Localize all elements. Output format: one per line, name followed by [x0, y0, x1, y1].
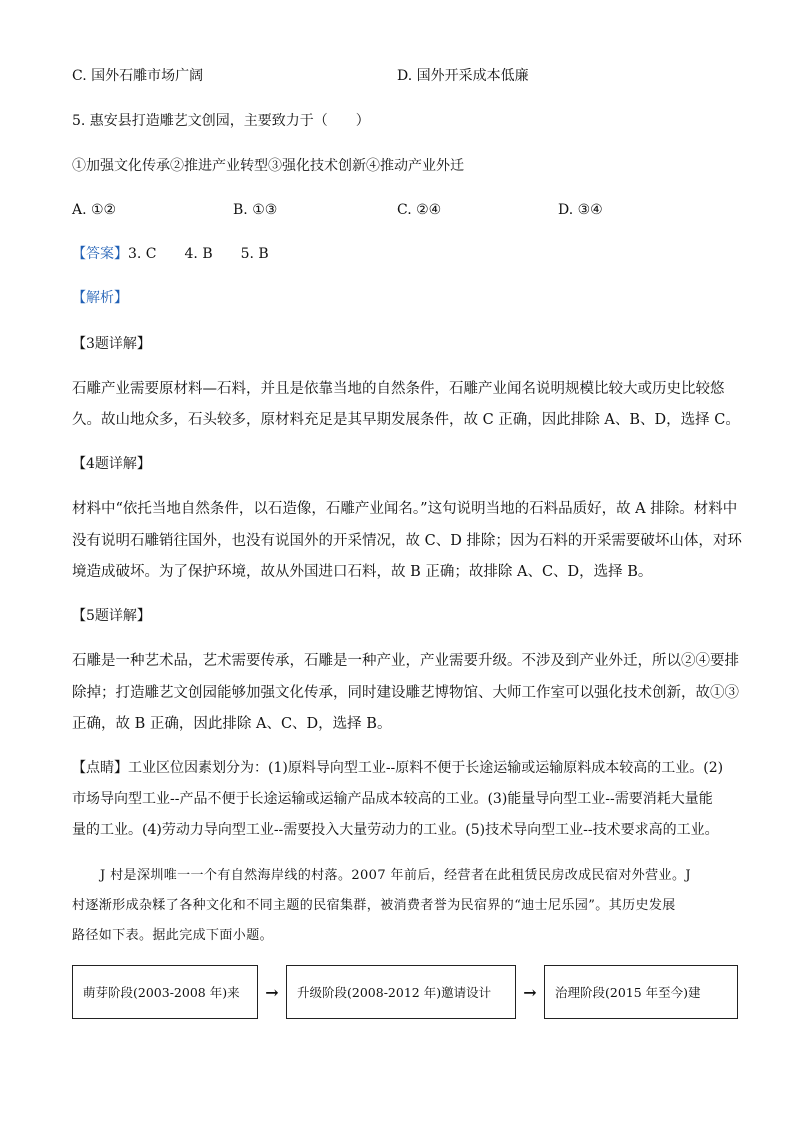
stage-box: [72, 965, 258, 1019]
detail-5-line: 石雕是一种艺术品，艺术需要传承，石雕是一种产业，产业需要升级。不涉及到产业外迁，所以②④要排: [72, 653, 739, 669]
stage-box: [286, 965, 516, 1019]
detail-4-line: 没有说明石雕销往国外，也没有说国外的开采情况，故 C、D 排除；因为石料的开采需要破坏山体，对环: [72, 533, 742, 549]
tip-line: 市场导向型工业--产品不便于长途运输或运输产品成本较高的工业。(3)能量导向型工业--需要消耗大量能: [72, 791, 713, 807]
tip-line: [72, 758, 723, 778]
tip-line: 量的工业。(4)劳动力导向型工业--需要投入大量劳动力的工业。(5)技术导向型工业--技术要求高的工业。: [72, 822, 719, 838]
detail-5-line: 除掉；打造雕艺文创园能够加强文化传承，同时建设雕艺博物馆、大师工作室可以强化技术创新，故①③: [72, 685, 739, 701]
option-c: C. 国外石雕市场广阔: [72, 68, 204, 84]
q5-option-b: B. ①③: [233, 202, 278, 218]
right-arrow-icon: →: [523, 982, 537, 1002]
stage-box: [544, 965, 738, 1019]
stage-label: 萌芽阶段(2003-2008 年)来: [83, 985, 240, 1000]
option-d: D. 国外开采成本低廉: [397, 68, 529, 84]
detail-4-line: 境造成破坏。为了保护环境，故从外国进口石料，故 B 正确；故排除 A、C、D，选择 B。: [72, 564, 653, 580]
detail-3-line: 久。故山地众多，石头较多，原材料充足是其早期发展条件，故 C 正确，因此排除 A、B、D，选择 C。: [72, 412, 740, 428]
question-5-items: ①加强文化传承②推进产业转型③强化技术创新④推动产业外迁: [72, 158, 464, 174]
detail-5-heading: 【5题详解】: [72, 608, 151, 624]
answer-text: 3. C 4. B 5. B: [128, 246, 269, 262]
analysis-tag: 【解析】: [72, 290, 128, 306]
question-5-stem: 5. 惠安县打造雕艺文创园，主要致力于（ ）: [72, 113, 370, 129]
detail-3-line: 石雕产业需要原材料—石料，并且是依靠当地的自然条件，石雕产业闻名说明规模比较大或历史比较悠: [72, 381, 725, 397]
q5-option-d: D. ③④: [558, 202, 603, 218]
q5-option-a: A. ①②: [72, 202, 117, 218]
tip-text: 工业区位因素划分为：(1)原料导向型工业--原料不便于长途运输或运输原料成本较高的工业。(2): [128, 760, 724, 776]
right-arrow-icon: →: [265, 982, 279, 1002]
tip-tag: 【点睛】: [72, 760, 128, 776]
passage-line: 村逐渐形成杂糅了各种文化和不同主题的民宿集群，被消费者誉为民宿界的“迪士尼乐园”。其历史发展: [72, 898, 676, 913]
passage-line: J 村是深圳唯一一个有自然海岸线的村落。2007 年前后，经营者在此租赁民房改成民宿对外营业。J: [100, 868, 691, 883]
detail-4-heading: 【4题详解】: [72, 456, 151, 472]
stage-label: 治理阶段(2015 年至今)建: [555, 985, 701, 1000]
detail-5-line: 正确，故 B 正确，因此排除 A、C、D，选择 B。: [72, 716, 392, 732]
stage-label: 升级阶段(2008-2012 年)邀请设计: [297, 985, 492, 1000]
answer-tag: 【答案】: [72, 246, 128, 262]
q5-option-c: C. ②④: [397, 202, 442, 218]
detail-3-heading: 【3题详解】: [72, 336, 151, 352]
passage-line: 路径如下表。据此完成下面小题。: [72, 928, 274, 943]
history-flow-table: [72, 964, 738, 1020]
answer-line: [72, 244, 269, 264]
detail-4-line: 材料中“依托当地自然条件，以石造像，石雕产业闻名。”这句说明当地的石料品质好，故 A 排除。材料中: [72, 501, 738, 517]
